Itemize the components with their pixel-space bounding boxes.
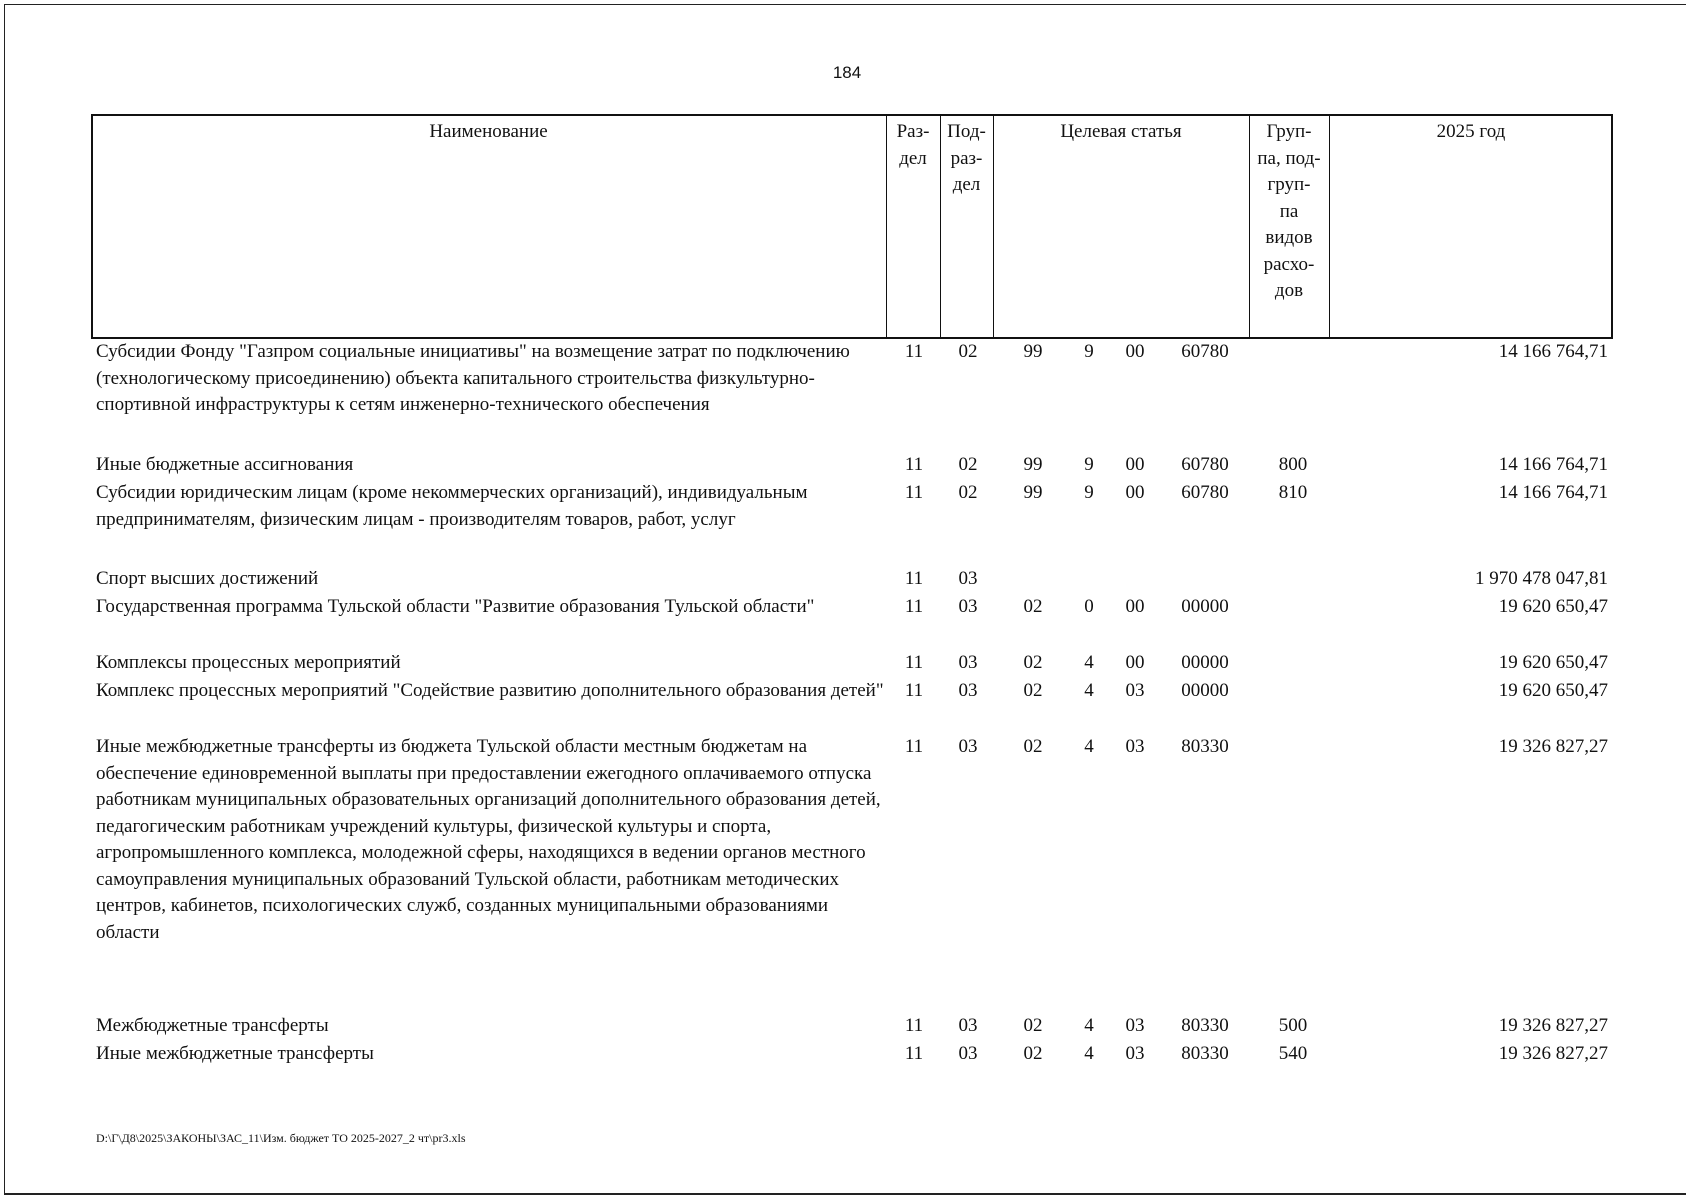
cell-target-direction: 00 <box>1125 596 1145 617</box>
cell-podrazdel: 03 <box>958 1043 978 1064</box>
cell-razdel: 11 <box>904 596 924 617</box>
cell-amount-2025: 14 166 764,71 <box>1498 454 1608 475</box>
cell-podrazdel: 03 <box>958 680 978 701</box>
cell-target-direction: 03 <box>1125 1043 1145 1064</box>
cell-expense-type: 500 <box>1278 1015 1308 1036</box>
cell-target-subprogram: 0 <box>1084 596 1094 617</box>
cell-name: Комплекс процессных мероприятий "Содействие развитию дополнительного образования детей" <box>96 680 884 701</box>
cell-target-direction: 00 <box>1125 454 1145 475</box>
cell-target-program: 02 <box>1023 1015 1043 1036</box>
cell-target-subprogram: 4 <box>1084 736 1094 757</box>
header-razdel: Раз- дел <box>896 121 930 169</box>
cell-name: Субсидии юридическим лицам (кроме некоммерческих организаций), индивидуальным предпринимателям, физическим лицам - производителям товаров, работ, услуг <box>96 482 808 530</box>
cell-expense-type: 810 <box>1278 482 1308 503</box>
table-header <box>91 114 1613 339</box>
cell-name: Иные бюджетные ассигнования <box>96 454 354 475</box>
cell-razdel: 11 <box>904 1015 924 1036</box>
cell-razdel: 11 <box>904 1043 924 1064</box>
cell-podrazdel: 03 <box>958 736 978 757</box>
cell-podrazdel: 03 <box>958 652 978 673</box>
cell-target-subprogram: 9 <box>1084 454 1094 475</box>
cell-target-subprogram: 4 <box>1084 680 1094 701</box>
cell-amount-2025: 19 620 650,47 <box>1498 680 1608 701</box>
cell-target-subprogram: 4 <box>1084 652 1094 673</box>
header-expense-group: Груп- па, под- груп- па видов расхо- дов <box>1257 121 1321 301</box>
cell-target-direction: 00 <box>1125 341 1145 362</box>
cell-name: Государственная программа Тульской области "Развитие образования Тульской области" <box>96 596 815 617</box>
cell-razdel: 11 <box>904 680 924 701</box>
cell-target-code: 80330 <box>1181 736 1229 757</box>
cell-podrazdel: 02 <box>958 454 978 475</box>
cell-target-program: 02 <box>1023 680 1043 701</box>
cell-expense-type: 540 <box>1278 1043 1308 1064</box>
cell-podrazdel: 02 <box>958 482 978 503</box>
cell-target-code: 00000 <box>1181 652 1229 673</box>
header-target-article: Целевая статья <box>1060 121 1182 142</box>
cell-razdel: 11 <box>904 652 924 673</box>
cell-amount-2025: 19 326 827,27 <box>1498 1043 1608 1064</box>
header-divider <box>1329 114 1330 339</box>
cell-podrazdel: 03 <box>958 1015 978 1036</box>
footer-file-path: D:\Г\Д8\2025\ЗАКОНЫ\ЗАС_11\Изм. бюджет ТО 2025-2027_2 чт\pr3.xls <box>96 1131 466 1145</box>
cell-target-program: 02 <box>1023 736 1043 757</box>
cell-name: Спорт высших достижений <box>96 568 319 589</box>
cell-podrazdel: 02 <box>958 341 978 362</box>
cell-name: Межбюджетные трансферты <box>96 1015 329 1036</box>
cell-expense-type: 800 <box>1278 454 1308 475</box>
cell-name: Субсидии Фонду "Газпром социальные инициативы" на возмещение затрат по подключению (технологическому присоединению) объекта капитального строительства физкультурно-спортивной инфраструктуры к сетям инженерно-технического обеспечения <box>96 341 850 415</box>
cell-razdel: 11 <box>904 568 924 589</box>
cell-target-program: 99 <box>1023 454 1043 475</box>
cell-amount-2025: 14 166 764,71 <box>1498 482 1608 503</box>
header-podrazdel: Под- раз- дел <box>947 121 986 195</box>
cell-name: Комплексы процессных мероприятий <box>96 652 401 673</box>
cell-target-subprogram: 4 <box>1084 1043 1094 1064</box>
cell-target-direction: 03 <box>1125 680 1145 701</box>
cell-target-code: 60780 <box>1181 482 1229 503</box>
cell-target-subprogram: 9 <box>1084 341 1094 362</box>
cell-target-program: 02 <box>1023 1043 1043 1064</box>
page-number: 184 <box>832 63 862 82</box>
cell-amount-2025: 19 620 650,47 <box>1498 596 1608 617</box>
cell-razdel: 11 <box>904 482 924 503</box>
cell-target-code: 60780 <box>1181 454 1229 475</box>
cell-target-subprogram: 9 <box>1084 482 1094 503</box>
cell-target-code: 00000 <box>1181 596 1229 617</box>
cell-podrazdel: 03 <box>958 568 978 589</box>
cell-target-direction: 03 <box>1125 1015 1145 1036</box>
cell-amount-2025: 19 326 827,27 <box>1498 736 1608 757</box>
cell-amount-2025: 1 970 478 047,81 <box>1475 568 1608 589</box>
header-year-2025: 2025 год <box>1436 121 1506 142</box>
cell-razdel: 11 <box>904 736 924 757</box>
cell-target-program: 02 <box>1023 596 1043 617</box>
cell-target-code: 80330 <box>1181 1043 1229 1064</box>
cell-target-code: 80330 <box>1181 1015 1229 1036</box>
cell-amount-2025: 14 166 764,71 <box>1498 341 1608 362</box>
cell-target-code: 60780 <box>1181 341 1229 362</box>
header-name: Наименование <box>429 121 548 142</box>
cell-target-code: 00000 <box>1181 680 1229 701</box>
cell-name: Иные межбюджетные трансферты из бюджета Тульской области местным бюджетам на обеспечение единовременной выплаты при предоставлении ежегодного оплачиваемого отпуска работникам муниципальных образовательных организаций дополнительного образования детей, педагогическим работникам учреждений культуры, физической культуры и спорта, агропромышленного комплекса, молодежной сферы, находящихся в ведении органов местного самоуправления муниципальных образований Тульской области, работникам методических центров, кабинетов, психологических служб, созданных муниципальными образованиями области <box>96 736 881 943</box>
cell-target-program: 02 <box>1023 652 1043 673</box>
cell-target-direction: 00 <box>1125 482 1145 503</box>
cell-razdel: 11 <box>904 341 924 362</box>
cell-target-direction: 00 <box>1125 652 1145 673</box>
cell-name: Иные межбюджетные трансферты <box>96 1043 374 1064</box>
cell-amount-2025: 19 326 827,27 <box>1498 1015 1608 1036</box>
cell-podrazdel: 03 <box>958 596 978 617</box>
cell-razdel: 11 <box>904 454 924 475</box>
cell-target-subprogram: 4 <box>1084 1015 1094 1036</box>
cell-target-program: 99 <box>1023 341 1043 362</box>
cell-target-program: 99 <box>1023 482 1043 503</box>
cell-target-direction: 03 <box>1125 736 1145 757</box>
header-divider <box>993 114 994 339</box>
cell-amount-2025: 19 620 650,47 <box>1498 652 1608 673</box>
